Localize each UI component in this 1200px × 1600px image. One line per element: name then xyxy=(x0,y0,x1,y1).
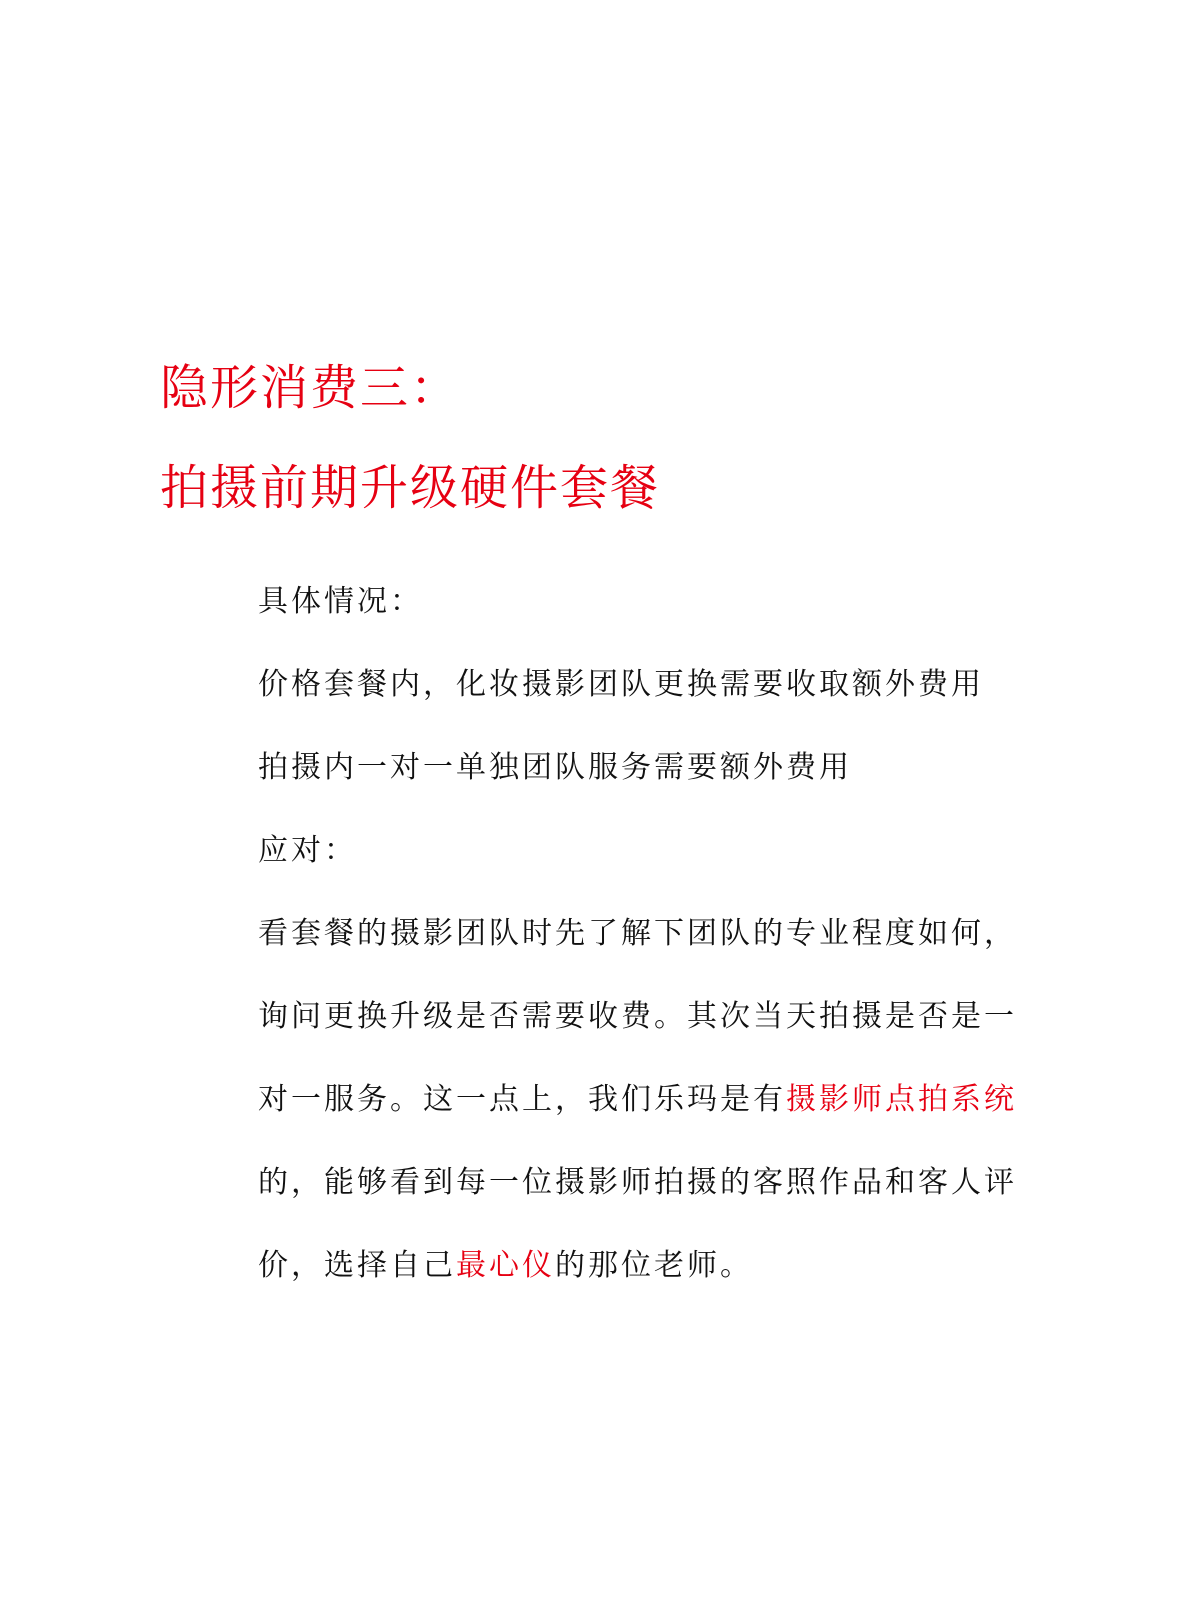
response-line-1: 看套餐的摄影团队时先了解下团队的专业程度如何， xyxy=(258,916,1017,951)
highlight-favorite: 最心仪 xyxy=(456,1248,555,1283)
response-label: 应对： xyxy=(258,833,357,868)
situation-line-1: 价格套餐内，化妆摄影团队更换需要收取额外费用 xyxy=(258,667,984,702)
response-line-5 xyxy=(258,1246,753,1286)
highlight-photographer-system: 摄影师点拍系统 xyxy=(786,1082,1017,1117)
response-line-5-text-post: 的那位老师。 xyxy=(555,1248,753,1283)
situation-line-2: 拍摄内一对一单独团队服务需要额外费用 xyxy=(258,750,852,785)
situation-label: 具体情况： xyxy=(258,584,423,619)
response-line-5-text-pre: 价，选择自己 xyxy=(258,1248,456,1283)
response-line-3 xyxy=(258,1080,1017,1120)
response-line-3-text: 对一服务。这一点上，我们乐玛是有 xyxy=(258,1082,786,1117)
heading-line-2: 拍摄前期升级硬件套餐 xyxy=(160,460,661,516)
heading-line-1: 隐形消费三： xyxy=(160,360,461,416)
response-line-2: 询问更换升级是否需要收费。其次当天拍摄是否是一 xyxy=(258,999,1017,1034)
response-line-4: 的，能够看到每一位摄影师拍摄的客照作品和客人评 xyxy=(258,1165,1017,1200)
